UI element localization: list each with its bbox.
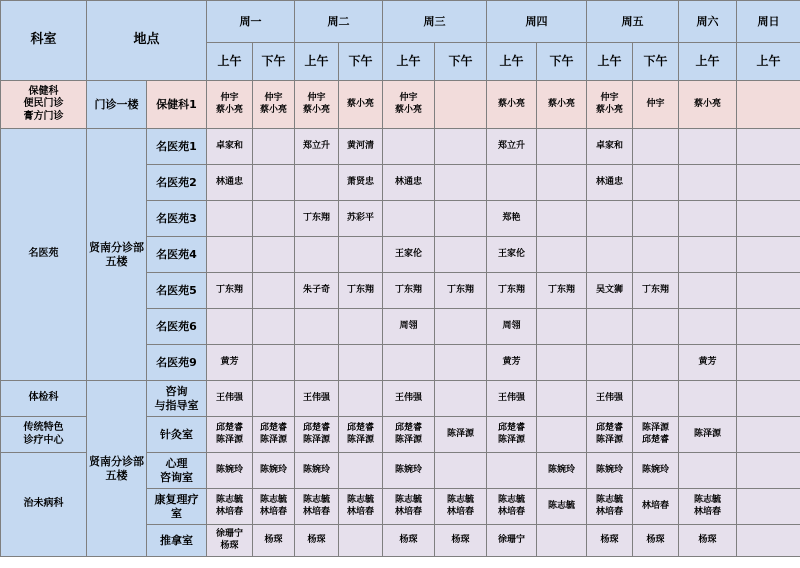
schedule-cell — [383, 201, 435, 237]
schedule-cell — [207, 237, 253, 273]
schedule-cell: 王伟强 — [587, 381, 633, 417]
schedule-cell: 陈婉玲 — [633, 453, 679, 489]
room-cell: 咨询 与指导室 — [147, 381, 207, 417]
schedule-cell — [679, 201, 737, 237]
schedule-cell — [435, 81, 487, 129]
room-cell: 推拿室 — [147, 525, 207, 557]
room-cell: 名医苑5 — [147, 273, 207, 309]
schedule-cell: 萧贤忠 — [339, 165, 383, 201]
header-pm: 下午 — [253, 43, 295, 81]
schedule-cell — [207, 201, 253, 237]
schedule-cell: 卓家和 — [587, 129, 633, 165]
header-pm: 下午 — [633, 43, 679, 81]
schedule-cell — [537, 201, 587, 237]
schedule-cell: 王伟强 — [383, 381, 435, 417]
schedule-cell: 陈婉玲 — [207, 453, 253, 489]
header-am: 上午 — [383, 43, 435, 81]
schedule-cell — [339, 237, 383, 273]
header-am: 上午 — [737, 43, 800, 81]
schedule-cell: 仲宇 蔡小亮 — [587, 81, 633, 129]
schedule-cell — [435, 345, 487, 381]
header-pm: 下午 — [435, 43, 487, 81]
schedule-cell: 丁东翔 — [487, 273, 537, 309]
header-am: 上午 — [679, 43, 737, 81]
location-cell: 贤南分诊部 五楼 — [87, 129, 147, 381]
schedule-cell — [633, 381, 679, 417]
schedule-cell: 邱楚睿 陈泽源 — [253, 417, 295, 453]
schedule-cell — [737, 81, 800, 129]
schedule-cell — [737, 309, 800, 345]
schedule-cell — [339, 309, 383, 345]
schedule-cell: 丁东翔 — [435, 273, 487, 309]
schedule-cell — [737, 453, 800, 489]
schedule-cell — [537, 417, 587, 453]
schedule-cell — [679, 237, 737, 273]
schedule-cell — [339, 345, 383, 381]
schedule-cell: 黄芳 — [487, 345, 537, 381]
schedule-cell: 王伟强 — [295, 381, 339, 417]
header-am: 上午 — [487, 43, 537, 81]
room-cell: 名医苑3 — [147, 201, 207, 237]
schedule-cell: 陈志毓 林培春 — [207, 489, 253, 525]
schedule-cell: 王家伦 — [487, 237, 537, 273]
dept-cell: 治未病科 — [1, 453, 87, 557]
schedule-cell — [537, 309, 587, 345]
schedule-cell — [383, 129, 435, 165]
schedule-cell — [587, 201, 633, 237]
schedule-cell — [737, 417, 800, 453]
schedule-cell: 陈志毓 林培春 — [253, 489, 295, 525]
schedule-cell: 邱楚睿 陈泽源 — [339, 417, 383, 453]
location-cell: 门诊一楼 — [87, 81, 147, 129]
schedule-cell — [679, 129, 737, 165]
schedule-cell — [587, 309, 633, 345]
schedule-cell: 黄芳 — [679, 345, 737, 381]
schedule-cell — [295, 237, 339, 273]
schedule-cell: 蔡小亮 — [487, 81, 537, 129]
schedule-cell: 陈婉玲 — [587, 453, 633, 489]
schedule-cell: 陈婉玲 — [295, 453, 339, 489]
schedule-cell: 邱楚睿 陈泽源 — [207, 417, 253, 453]
room-cell: 针灸室 — [147, 417, 207, 453]
schedule-cell: 丁东翔 — [633, 273, 679, 309]
schedule-cell — [737, 525, 800, 557]
room-cell: 名医苑9 — [147, 345, 207, 381]
schedule-cell: 丁东翔 — [383, 273, 435, 309]
schedule-cell — [339, 525, 383, 557]
schedule-cell — [537, 237, 587, 273]
schedule-cell: 杨琛 — [679, 525, 737, 557]
header-day-thu: 周四 — [487, 1, 587, 43]
schedule-cell: 陈泽源 邱楚睿 — [633, 417, 679, 453]
schedule-cell — [435, 129, 487, 165]
schedule-cell — [537, 129, 587, 165]
schedule-cell — [253, 273, 295, 309]
schedule-cell — [253, 129, 295, 165]
schedule-cell — [207, 309, 253, 345]
schedule-cell — [295, 165, 339, 201]
schedule-cell: 吴文狮 — [587, 273, 633, 309]
header-am: 上午 — [295, 43, 339, 81]
schedule-cell: 丁东翔 — [295, 201, 339, 237]
schedule-cell — [737, 381, 800, 417]
room-cell: 名医苑1 — [147, 129, 207, 165]
schedule-cell — [435, 381, 487, 417]
schedule-cell — [253, 309, 295, 345]
schedule-cell: 杨琛 — [253, 525, 295, 557]
schedule-cell: 陈志毓 林培春 — [435, 489, 487, 525]
schedule-cell — [737, 273, 800, 309]
schedule-cell — [537, 381, 587, 417]
schedule-cell — [633, 237, 679, 273]
schedule-cell: 陈志毓 林培春 — [383, 489, 435, 525]
location-cell: 贤南分诊部 五楼 — [87, 381, 147, 557]
schedule-cell — [487, 165, 537, 201]
dept-cell: 体检科 — [1, 381, 87, 417]
schedule-cell: 卓家和 — [207, 129, 253, 165]
schedule-cell: 林培春 — [633, 489, 679, 525]
room-cell: 心理 咨询室 — [147, 453, 207, 489]
schedule-cell — [253, 381, 295, 417]
schedule-cell: 陈泽源 — [679, 417, 737, 453]
schedule-cell: 林通忠 — [383, 165, 435, 201]
header-day-mon: 周一 — [207, 1, 295, 43]
schedule-cell — [537, 345, 587, 381]
schedule-cell — [587, 345, 633, 381]
schedule-cell: 周翎 — [487, 309, 537, 345]
schedule-cell: 苏彩平 — [339, 201, 383, 237]
schedule-cell: 丁东翔 — [537, 273, 587, 309]
header-day-sat: 周六 — [679, 1, 737, 43]
schedule-cell: 蔡小亮 — [339, 81, 383, 129]
room-cell: 保健科1 — [147, 81, 207, 129]
schedule-cell: 邱楚睿 陈泽源 — [487, 417, 537, 453]
schedule-cell: 陈婉玲 — [383, 453, 435, 489]
header-dept: 科室 — [1, 1, 87, 81]
table-row — [1, 381, 800, 417]
schedule-cell — [679, 309, 737, 345]
room-cell: 名医苑4 — [147, 237, 207, 273]
schedule-cell — [679, 273, 737, 309]
header-location: 地点 — [87, 1, 207, 81]
schedule-cell: 杨琛 — [295, 525, 339, 557]
schedule-cell: 杨琛 — [435, 525, 487, 557]
schedule-cell — [487, 453, 537, 489]
schedule-cell: 陈志毓 — [537, 489, 587, 525]
schedule-cell — [633, 201, 679, 237]
schedule-cell: 邱楚睿 陈泽源 — [587, 417, 633, 453]
schedule-cell — [383, 345, 435, 381]
schedule-cell: 陈志毓 林培春 — [487, 489, 537, 525]
schedule-cell — [339, 453, 383, 489]
schedule-cell — [587, 237, 633, 273]
schedule-cell: 王伟强 — [487, 381, 537, 417]
schedule-cell: 蔡小亮 — [679, 81, 737, 129]
header-day-wed: 周三 — [383, 1, 487, 43]
schedule-cell: 陈婉玲 — [537, 453, 587, 489]
header-pm: 下午 — [537, 43, 587, 81]
schedule-cell: 杨琛 — [587, 525, 633, 557]
schedule-cell — [339, 381, 383, 417]
header-day-tue: 周二 — [295, 1, 383, 43]
dept-cell: 传统特色 诊疗中心 — [1, 417, 87, 453]
schedule-cell — [679, 381, 737, 417]
schedule-cell: 王家伦 — [383, 237, 435, 273]
schedule-cell — [253, 345, 295, 381]
schedule-cell — [633, 345, 679, 381]
schedule-cell: 陈志毓 林培春 — [295, 489, 339, 525]
schedule-cell — [679, 165, 737, 201]
schedule-cell — [435, 453, 487, 489]
room-cell: 名医苑2 — [147, 165, 207, 201]
schedule-cell — [295, 309, 339, 345]
schedule-cell: 仲宇 蔡小亮 — [253, 81, 295, 129]
table-row — [1, 129, 800, 165]
schedule-cell — [737, 201, 800, 237]
schedule-cell — [435, 201, 487, 237]
schedule-cell: 邱楚睿 陈泽源 — [295, 417, 339, 453]
schedule-cell: 黄芳 — [207, 345, 253, 381]
schedule-cell: 陈志毓 林培春 — [679, 489, 737, 525]
schedule-cell — [737, 489, 800, 525]
schedule-cell: 郑立升 — [487, 129, 537, 165]
schedule-cell: 仲宇 蔡小亮 — [383, 81, 435, 129]
schedule-cell — [435, 165, 487, 201]
schedule-cell — [737, 345, 800, 381]
schedule-cell: 周翎 — [383, 309, 435, 345]
dept-cell: 名医苑 — [1, 129, 87, 381]
schedule-cell — [537, 165, 587, 201]
schedule-cell — [253, 237, 295, 273]
room-cell: 康复理疗 室 — [147, 489, 207, 525]
schedule-cell — [737, 165, 800, 201]
room-cell: 名医苑6 — [147, 309, 207, 345]
dept-cell: 保健科 便民门诊 膏方门诊 — [1, 81, 87, 129]
schedule-cell: 蔡小亮 — [537, 81, 587, 129]
schedule-cell: 仲宇 — [633, 81, 679, 129]
schedule-cell: 陈志毓 林培春 — [339, 489, 383, 525]
schedule-cell — [537, 525, 587, 557]
header-day-sun: 周日 — [737, 1, 800, 43]
schedule-cell: 林通忠 — [587, 165, 633, 201]
schedule-cell: 邱楚睿 陈泽源 — [383, 417, 435, 453]
schedule-cell — [633, 165, 679, 201]
schedule-cell: 杨琛 — [383, 525, 435, 557]
schedule-cell: 陈泽源 — [435, 417, 487, 453]
schedule-cell: 陈婉玲 — [253, 453, 295, 489]
schedule-cell: 仲宇 蔡小亮 — [295, 81, 339, 129]
schedule-cell — [737, 129, 800, 165]
schedule-cell: 徐珊宁 杨琛 — [207, 525, 253, 557]
schedule-cell — [253, 165, 295, 201]
schedule-cell — [295, 345, 339, 381]
header-day-fri: 周五 — [587, 1, 679, 43]
schedule-cell — [679, 453, 737, 489]
schedule-cell — [253, 201, 295, 237]
schedule-cell: 黄河清 — [339, 129, 383, 165]
header-am: 上午 — [587, 43, 633, 81]
schedule-cell — [633, 129, 679, 165]
schedule-cell: 林通忠 — [207, 165, 253, 201]
schedule-cell: 丁东翔 — [207, 273, 253, 309]
table-row — [1, 81, 800, 129]
schedule-cell: 徐珊宁 — [487, 525, 537, 557]
schedule-cell — [435, 309, 487, 345]
schedule-cell: 仲宇 蔡小亮 — [207, 81, 253, 129]
schedule-cell — [633, 309, 679, 345]
schedule-cell: 丁东翔 — [339, 273, 383, 309]
header-am: 上午 — [207, 43, 253, 81]
schedule-cell — [737, 237, 800, 273]
schedule-cell: 郑立升 — [295, 129, 339, 165]
schedule-cell: 郑艳 — [487, 201, 537, 237]
schedule-cell: 杨琛 — [633, 525, 679, 557]
schedule-cell: 朱子奇 — [295, 273, 339, 309]
header-pm: 下午 — [339, 43, 383, 81]
schedule-cell: 陈志毓 林培春 — [587, 489, 633, 525]
schedule-cell: 王伟强 — [207, 381, 253, 417]
schedule-cell — [435, 237, 487, 273]
